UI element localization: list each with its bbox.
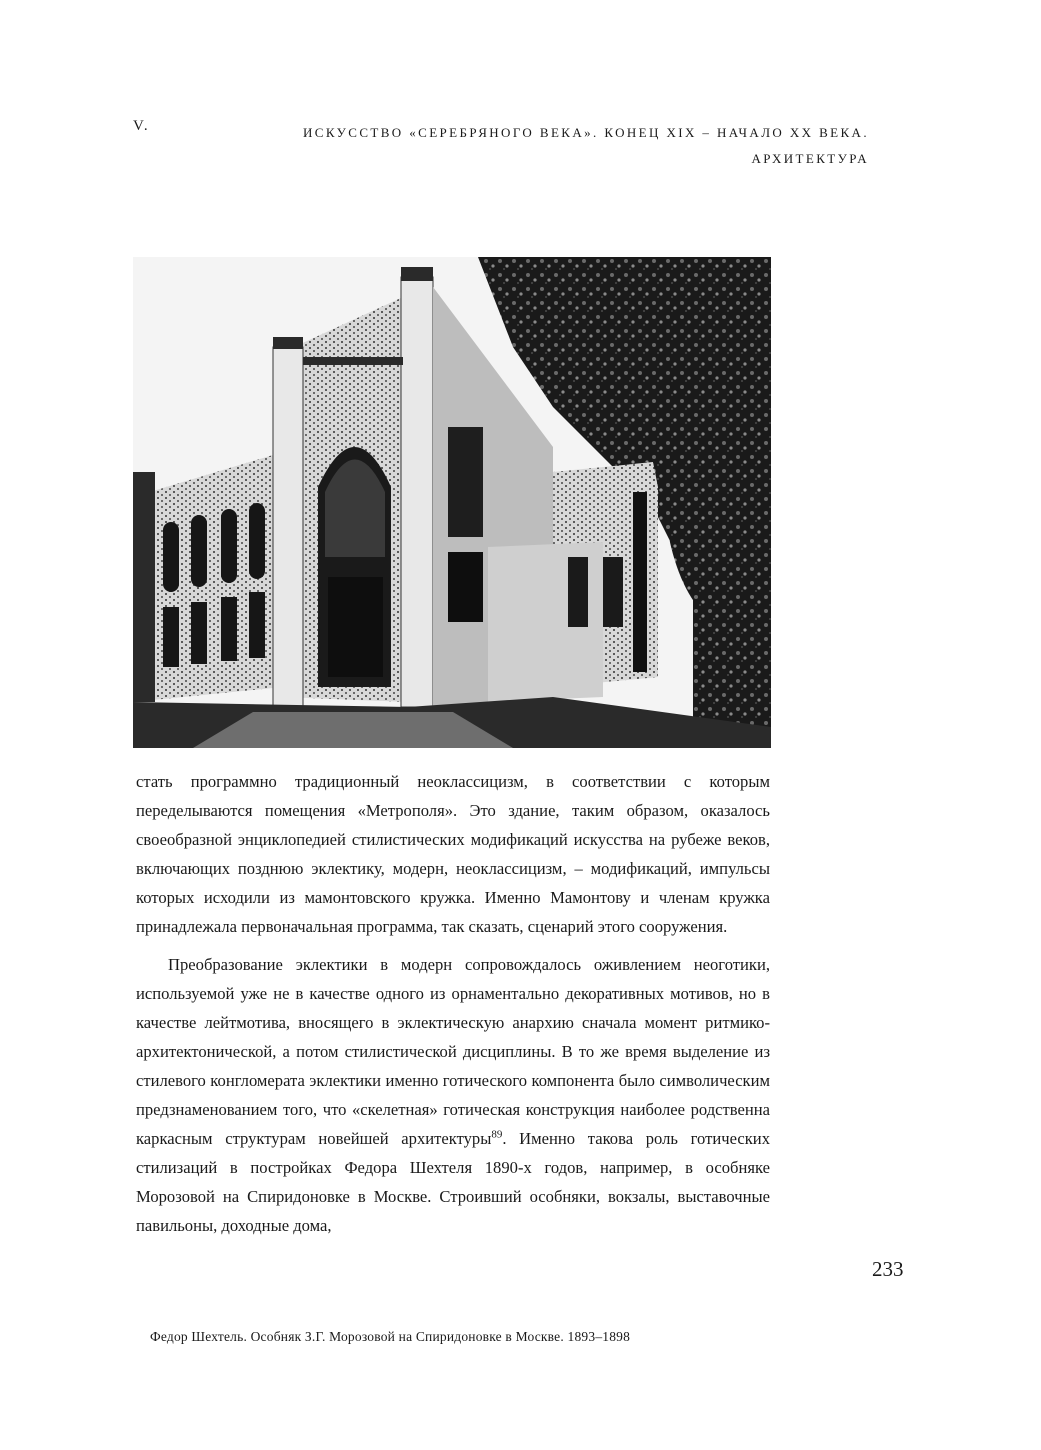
paragraph: стать программно традиционный неоклассицизм, в соответствии с которым переделываются помещения «Метрополя». Это здание, таким образом, оказалось своеобразной энциклопедией стилистических модификаций искусства на рубеже веков, включающих позднюю эклектику, модерн, неоклассицизм, – модификаций, импульсы которых исходили из мамонтовского кружка. Именно Мамонтову и членам кружка принадлежала первоначальная программа, так сказать, сценарий этого сооружения. — [136, 772, 770, 936]
figure-caption: Федор Шехтель. Особняк З.Г. Морозовой на Спиридоновке в Москве. 1893–1898 — [150, 1329, 631, 1344]
paragraph-text: Преобразование эклектики в модерн сопровождалось оживлением неоготики, используемой уже не в качестве одного из орнаментально декоративных мотивов, но в качестве лейтмотива, вносящего в эклектическую анархию сначала момент ритмико-архитектонической, а потом стилистической дисциплины. В то же время выделение из стилевого конгломерата эклектики именно готического компонента было символическим предзнаменованием того, что «скелетная» готическая конструкция наиболее родственна каркасным структурам новейшей архитектуры — [136, 955, 770, 1148]
footnote-reference: 89 — [491, 1128, 503, 1141]
paragraph — [136, 950, 770, 1240]
section-number: V. — [133, 118, 150, 134]
running-header-line2: АРХИТЕКТУРА — [751, 151, 869, 166]
paragraph-text: . Именно такова роль готических стилизаций в постройках Федора Шехтеля 1890-х годов, например, в особняке Морозовой на Спиридоновке в Москве. Строивший особняки, вокзалы, выставочные павильоны, доходные дома, — [136, 1129, 770, 1235]
mansion-photograph — [133, 257, 771, 748]
running-header — [262, 120, 869, 172]
running-header-line1: ИСКУССТВО «СЕРЕБРЯНОГО ВЕКА». КОНЕЦ XIX – НАЧАЛО XX ВЕКА. — [302, 125, 869, 140]
body-text — [136, 767, 770, 1240]
page-number: 233 — [872, 1257, 904, 1281]
